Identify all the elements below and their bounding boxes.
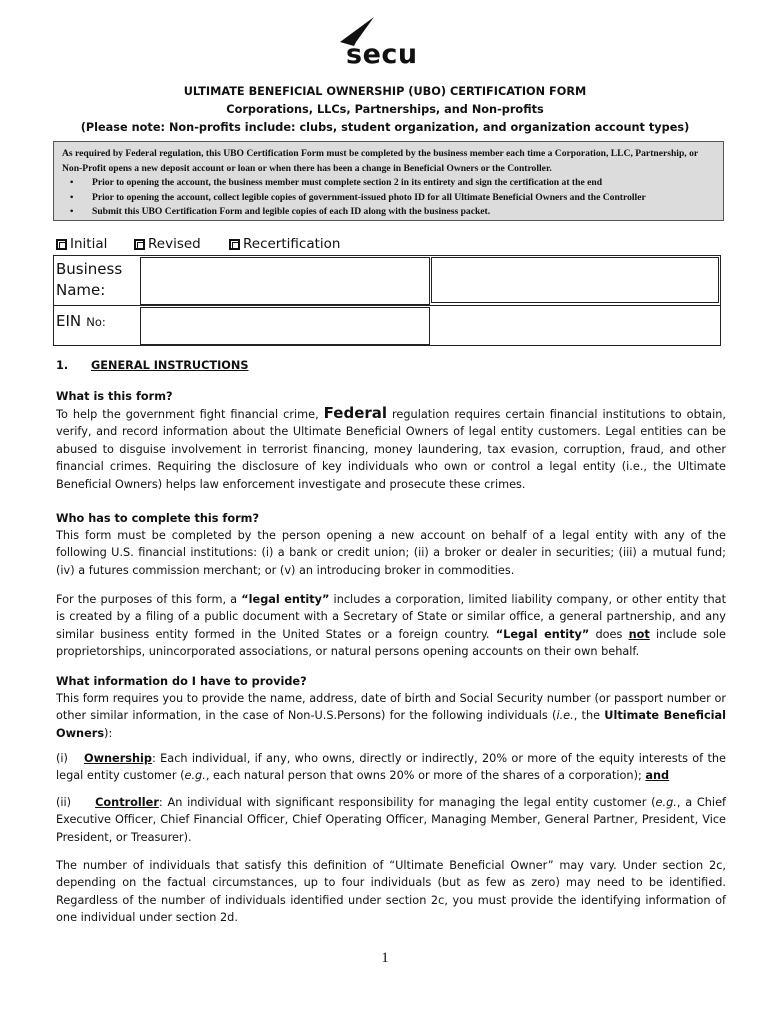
ein-label: EIN No: bbox=[56, 312, 106, 330]
notice-box bbox=[53, 141, 724, 221]
question-what-is-form: What is this form? bbox=[56, 390, 173, 403]
row-divider bbox=[54, 305, 720, 306]
initial-checkbox[interactable] bbox=[56, 239, 67, 250]
business-info-table bbox=[53, 255, 721, 346]
item-ownership: (i) Ownership: Each individual, if any, who owns, directly or indirectly, 20% or more of the equity interests of the legal entity customer (e.g., each natural person that owns 20% or more of the shares of a corporation); and bbox=[56, 752, 726, 783]
recertification-label: Recertification bbox=[243, 236, 341, 252]
option-recertification[interactable] bbox=[229, 236, 340, 254]
form-note: (Please note: Non-profits include: clubs, student organization, and organization account types) bbox=[80, 121, 690, 134]
option-initial[interactable] bbox=[56, 236, 107, 254]
form-subtitle: Corporations, LLCs, Partnerships, and Non-profits bbox=[226, 103, 544, 116]
paragraph-information: This form requires you to provide the name, address, date of birth and Social Security number (or passport number or other similar information, in the case of Non-U.S.Persons) for the following individuals (i.e., the Ultimate Beneficial Owners): bbox=[56, 692, 727, 740]
question-what-information: What information do I have to provide? bbox=[56, 675, 307, 688]
option-revised[interactable] bbox=[134, 236, 201, 254]
notice-bullet: • Prior to opening the account, collect legible copies of government-issued photo ID for all Ultimate Beneficial Owners and the Controller bbox=[92, 191, 715, 206]
logo-wordmark: secu bbox=[346, 39, 418, 70]
secu-logo bbox=[336, 16, 436, 68]
paragraph-who-completes: This form must be completed by the person opening a new account on behalf of a legal entity with any of the following U.S. financial institutions: (i) a bank or credit union; (ii) a broker or dealer in securities; (iii) a mutual fund; (iv) a futures commission merchant; or (v) an introducing broker in commodities. bbox=[56, 529, 726, 577]
business-name-field[interactable] bbox=[140, 257, 430, 305]
paragraph-legal-entity: For the purposes of this form, a “legal entity” includes a corporation, limited liability company, or other entity that is created by a filing of a public document with a Secretary of State or similar office, a general partnership, and any similar business entity formed in the United States or a foreign country. “Legal entity” does not include sole proprietorships, unincorporated associations, or natural persons opening accounts on their own behalf. bbox=[56, 593, 727, 659]
notice-bullet: • Submit this UBO Certification Form and legible copies of each ID along with the business packet. bbox=[92, 205, 715, 220]
revised-checkbox[interactable] bbox=[134, 239, 145, 250]
paragraph-ubo-count: The number of individuals that satisfy this definition of “Ultimate Beneficial Owner” may vary. Under section 2c, depending on the factual circumstances, up to four individuals (but as few as zero) may need to be identified. Regardless of the number of individuals identified under section 2c, you must provide the identifying information of one individual under section 2d. bbox=[56, 859, 726, 925]
ein-field[interactable] bbox=[140, 307, 430, 345]
form-title: ULTIMATE BENEFICIAL OWNERSHIP (UBO) CERTIFICATION FORM bbox=[183, 85, 587, 98]
section-1-heading: GENERAL INSTRUCTIONS bbox=[91, 359, 249, 372]
item-controller: (ii) Controller: An individual with significant responsibility for managing the legal entity customer (e.g., a Chief Executive Officer, Chief Financial Officer, Chief Operating Officer, Managing Member, General Partner, President, Vice President, or Treasurer). bbox=[56, 796, 726, 844]
business-extra-field[interactable] bbox=[431, 257, 719, 303]
section-1-number: 1. bbox=[56, 359, 69, 372]
initial-label: Initial bbox=[70, 236, 108, 252]
revised-label: Revised bbox=[148, 236, 201, 252]
notice-bullet: • Prior to opening the account, the business member must complete section 2 in its entirety and sign the certification at the end bbox=[92, 176, 715, 191]
notice-intro: As required by Federal regulation, this UBO Certification Form must be completed by the business member each time a Corporation, LLC, Partnership, or Non-Profit opens a new deposit account or loan or when there has been a change in Beneficial Owners or the Controller. bbox=[62, 148, 698, 174]
notice-list bbox=[62, 176, 715, 220]
question-who-completes: Who has to complete this form? bbox=[56, 512, 260, 525]
recertification-checkbox[interactable] bbox=[229, 239, 240, 250]
paragraph-purpose: To help the government fight financial crime, Federal regulation requires certain financial institutions to obtain, verify, and record information about the Ultimate Beneficial Owners of legal entity customers. Legal entities can be abused to disguise involvement in terrorist financing, money laundering, tax evasion, corruption, fraud, and other financial crimes. Requiring the disclosure of key individuals who own or control a legal entity (i.e., the Ultimate Beneficial Owners) helps law enforcement investigate and prosecute these crimes. bbox=[56, 404, 726, 491]
business-name-label: Business Name: bbox=[56, 260, 123, 299]
page-number: 1 bbox=[381, 950, 389, 966]
